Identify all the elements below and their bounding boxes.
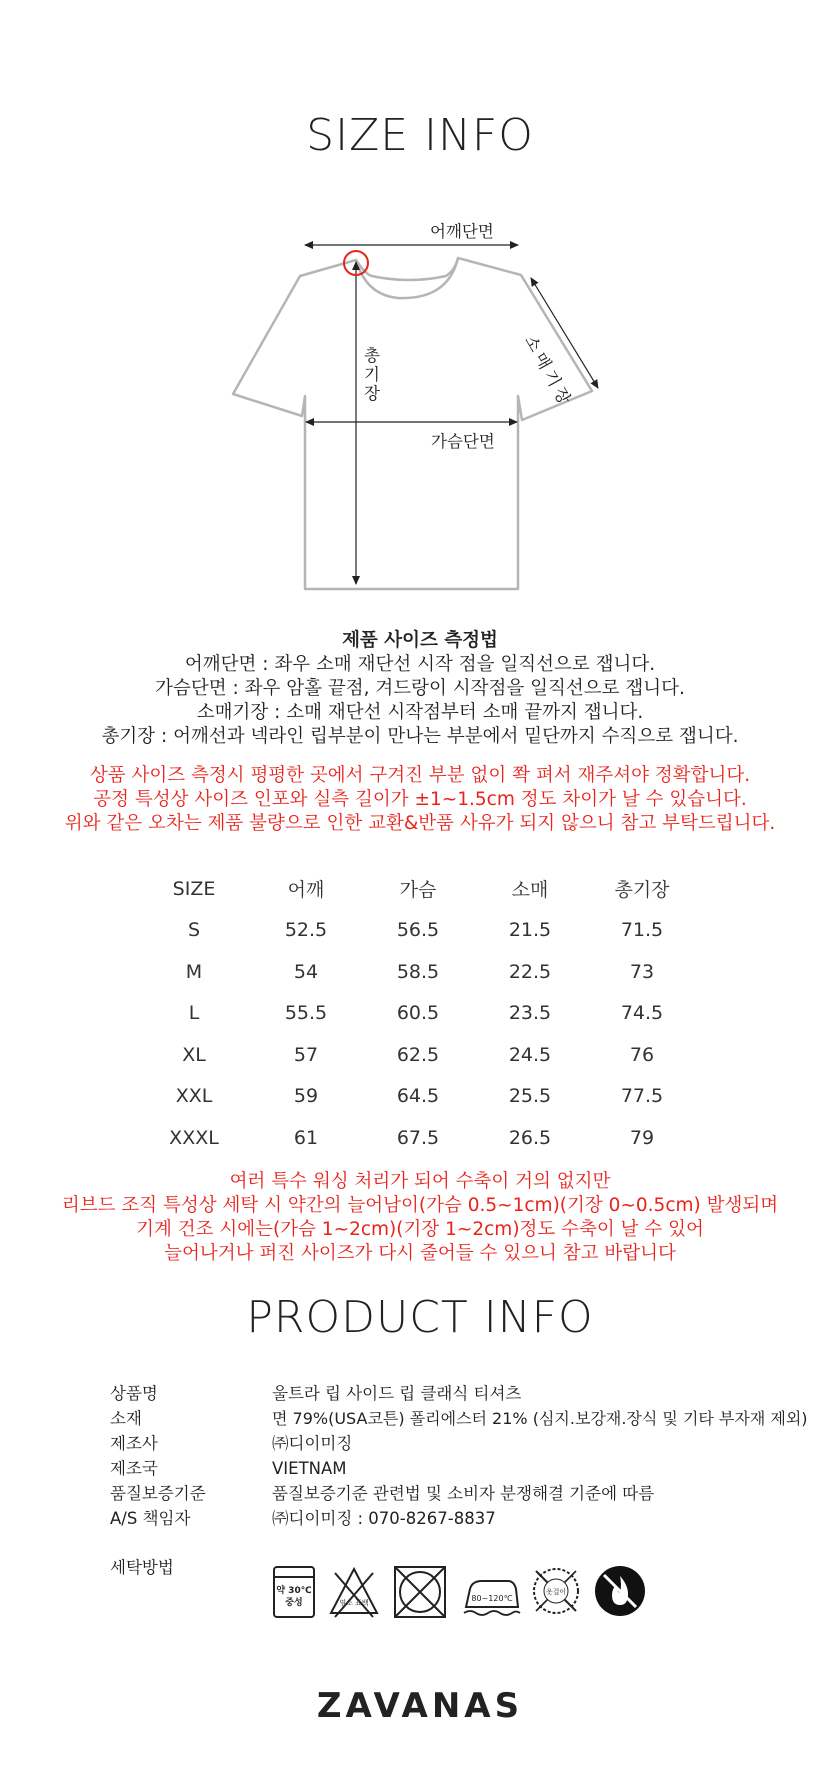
total-length-cell: 76	[629, 1043, 655, 1066]
product-value: ㈜디이미징 : 070-8267-8837	[272, 1509, 496, 1528]
notice-line: 상품 사이즈 측정시 평평한 곳에서 구겨진 부분 없이 쫙 펴서 재주셔야 정확합니다.	[89, 765, 751, 786]
table-row	[138, 1076, 698, 1118]
shrink-line: 늘어나거나 퍼진 사이즈가 다시 줄어들 수 있으니 참고 바랍니다	[164, 1243, 676, 1264]
product-label: A/S 책임자	[110, 1509, 191, 1528]
no-chlorine-bleach-icon	[327, 1563, 381, 1621]
shoulder-cell: 59	[293, 1085, 319, 1108]
chest-label: 가슴단면	[431, 432, 495, 451]
size-table	[138, 868, 698, 1159]
chest-cell: 60.5	[396, 1002, 440, 1025]
size-cell: XXXL	[169, 1126, 219, 1149]
total-length-cell: 74.5	[620, 1002, 664, 1025]
brand-logo: ZAVANAS	[316, 1686, 524, 1726]
table-row	[138, 951, 698, 993]
shoulder-cell: 61	[293, 1126, 319, 1149]
method-line: 어깨단면 : 좌우 소매 재단선 시작 점을 일직선으로 잽니다.	[184, 654, 656, 675]
product-label: 품질보증기준	[110, 1484, 206, 1503]
dry-text: 옷걸이	[545, 1588, 567, 1596]
shoulder-header: 어깨	[287, 879, 325, 902]
total-length-cell: 73	[629, 960, 655, 983]
shrink-line: 리브드 조직 특성상 세탁 시 약간의 늘어남이(가슴 0.5~1cm)(기장 0~0.5cm) 발생되며	[61, 1195, 779, 1216]
size-cell: M	[185, 960, 203, 983]
sleeve-header: 소매	[511, 879, 549, 902]
shoulder-cell: 55.5	[284, 1002, 328, 1025]
product-value: VIETNAM	[272, 1459, 347, 1478]
wash-label: 세탁방법	[110, 1558, 174, 1577]
chest-cell: 67.5	[396, 1126, 440, 1149]
product-label: 소재	[110, 1409, 142, 1428]
total-length-header: 총기장	[614, 879, 670, 902]
product-value: 품질보증기준 관련법 및 소비자 분쟁해결 기준에 따름	[272, 1484, 655, 1503]
iron-temp-text: 80~120℃	[471, 1594, 513, 1603]
chest-cell: 64.5	[396, 1085, 440, 1108]
sleeve-cell: 26.5	[508, 1126, 552, 1149]
chest-cell: 56.5	[396, 919, 440, 942]
size-info-title: SIZE INFO	[306, 110, 534, 161]
product-value: ㈜디이미징	[272, 1434, 353, 1453]
shoulder-cell: 57	[293, 1043, 319, 1066]
product-value: 면 79%(USA코튼) 폴리에스터 21% (심지.보강재.장식 및 기타 부자재 제외)	[272, 1409, 808, 1428]
table-row	[138, 993, 698, 1035]
product-label: 상품명	[110, 1384, 158, 1403]
sleeve-cell: 21.5	[508, 919, 552, 942]
shoulder-cell: 54	[293, 960, 319, 983]
total-length-cell: 77.5	[620, 1085, 664, 1108]
sleeve-cell: 23.5	[508, 1002, 552, 1025]
wash-neutral-text: 중성	[285, 1598, 303, 1608]
size-header: SIZE	[172, 877, 216, 900]
size-cell: XL	[182, 1043, 206, 1066]
table-row	[138, 1117, 698, 1159]
product-info-title: PRODUCT INFO	[246, 1292, 594, 1343]
hand-wash-30-icon	[270, 1563, 318, 1623]
product-value: 울트라 립 사이드 립 클래식 티셔츠	[272, 1384, 522, 1403]
chest-header: 가슴	[399, 879, 437, 902]
no-fire-icon	[592, 1563, 648, 1619]
total-length-cell: 79	[629, 1126, 655, 1149]
wash-temp-text: 약 30℃	[276, 1586, 312, 1596]
iron-icon	[460, 1563, 522, 1621]
table-row	[138, 910, 698, 952]
tshirt-outline	[233, 258, 592, 589]
total-length-cell: 71.5	[620, 919, 664, 942]
sleeve-cell: 24.5	[508, 1043, 552, 1066]
method-title: 제품 사이즈 측정법	[342, 630, 498, 651]
sleeve-cell: 22.5	[508, 960, 552, 983]
chest-cell: 62.5	[396, 1043, 440, 1066]
method-line: 총기장 : 어깨선과 넥라인 립부분이 만나는 부분에서 밑단까지 수직으로 잽니다.	[101, 726, 739, 747]
sleeve-label: 소매기장	[520, 331, 577, 411]
notice-line: 위와 같은 오차는 제품 불량으로 인한 교환&반품 사유가 되지 않으니 참고 부탁드립니다.	[64, 813, 776, 834]
size-cell: XXL	[175, 1085, 213, 1108]
notice-line: 공정 특성상 사이즈 인포와 실측 길이가 ±1~1.5cm 정도 차이가 날 수 있습니다.	[93, 789, 747, 810]
product-label: 제조국	[110, 1459, 158, 1478]
method-line: 소매기장 : 소매 재단선 시작점부터 소매 끝까지 잽니다.	[196, 702, 644, 723]
size-cell: L	[188, 1002, 200, 1025]
method-line: 가슴단면 : 좌우 암홀 끝점, 겨드랑이 시작점을 일직선으로 잽니다.	[155, 678, 685, 699]
shrink-line: 기계 건조 시에는(가슴 1~2cm)(기장 1~2cm)정도 수축이 날 수 있어	[136, 1219, 704, 1240]
hang-dry-icon	[528, 1563, 584, 1619]
product-label: 제조사	[110, 1434, 158, 1453]
size-table-header	[138, 868, 698, 910]
shoulder-cell: 52.5	[284, 919, 328, 942]
no-tumble-dry-icon	[391, 1563, 449, 1621]
bleach-text: 염소 표백	[339, 1599, 369, 1607]
shrink-line: 여러 특수 워싱 처리가 되어 수축이 거의 없지만	[229, 1171, 611, 1192]
chest-cell: 58.5	[396, 960, 440, 983]
shoulder-label: 어깨단면	[430, 222, 494, 241]
total-length-label: 총기장	[364, 346, 380, 403]
sleeve-cell: 25.5	[508, 1085, 552, 1108]
size-cell: S	[187, 919, 201, 942]
table-row	[138, 1034, 698, 1076]
